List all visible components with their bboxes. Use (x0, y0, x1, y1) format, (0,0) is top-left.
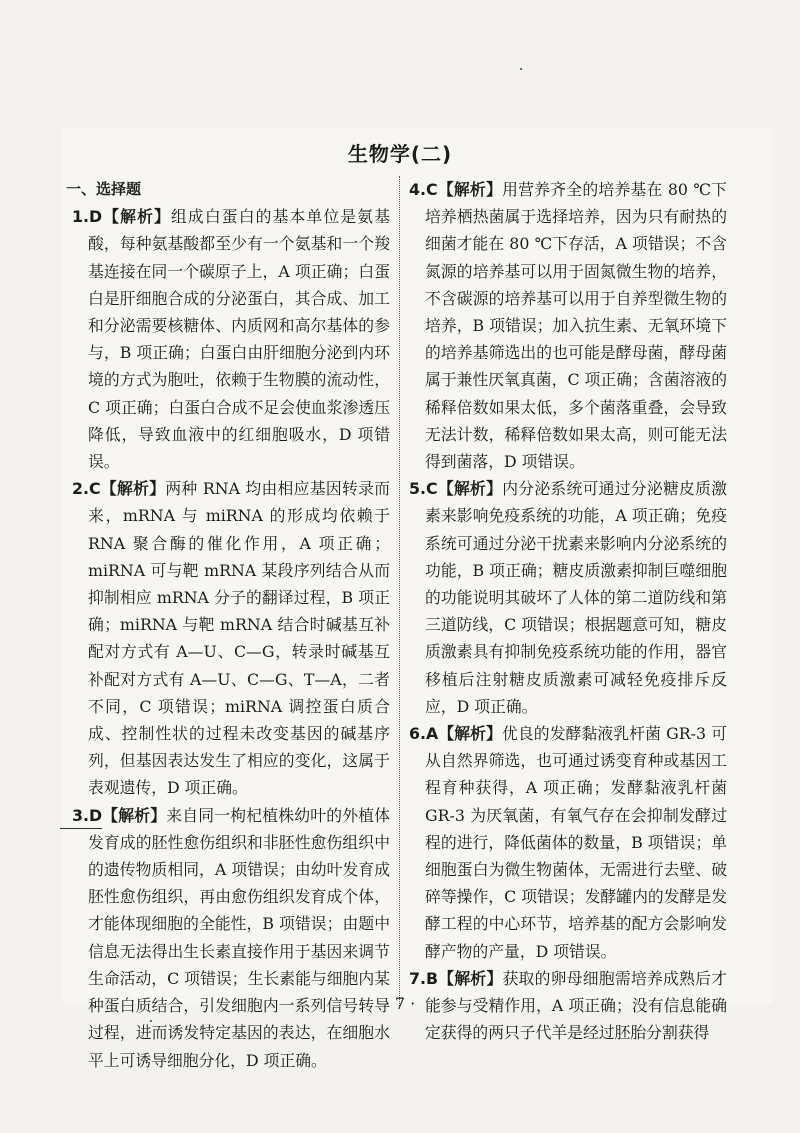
question-1: 1.D【解析】组成白蛋白的基本单位是氨基酸，每种氨基酸都至少有一个氨基和一个羧基连接在同一个碳原子上，A 项正确；白蛋白是肝细胞合成的分泌蛋白，其合成、加工和分泌需要核糖体、内质网和高尔基体的参与，B 项正确；白蛋白由肝细胞分泌到内环境的方式为胞吐，依赖于生物膜的流动性，C 项正确；白蛋白合成不足会使血浆渗透压降低，导致血液中的红细胞吸水，D 项错误。 (72, 207, 390, 472)
scan-speck (150, 1020, 152, 1022)
question-3: 3.D【解析】来自同一枸杞植株幼叶的外植体发育成的胚性愈伤组织和非胚性愈伤组织中的遗传物质相同，A 项错误；由幼叶发育成胚性愈伤组织，再由愈伤组织发育成个体，才能体现细胞的全能性，B 项错误；由题中信息无法得出生长素直接作用于基因来调节生命活动，C 项错误；生长素能与细胞内某种蛋白质结合，引发细胞内一系列信号转导过程，进而诱发特定基因的表达，在细胞水平上可诱导细胞分化，D 项正确。 (72, 805, 390, 1070)
page-title: 生物学(二) (347, 142, 453, 166)
right-column (409, 176, 727, 1047)
page-number: · 7 · (384, 994, 416, 1013)
question-7: 7.B【解析】获取的卵母细胞需培养成熟后才能参与受精作用，A 项正确；没有信息能确定获得的两只子代羊是经过胚胎分割获得 (409, 968, 727, 1043)
question-2: 2.C【解析】两种 RNA 均由相应基因转录而来，mRNA 与 miRNA 的形成均依赖于 RNA 聚合酶的催化作用，A 项正确；miRNA 可与靶 mRNA 某段序列结合从而抑制相应 mRNA 分子的翻译过程，B 项正确；miRNA 与靶 mRNA 结合时碱基互补配对方式有 A—U、C—G，转录时碱基互补配对方式有 A—U、C—G、T—A，二者不同，C 项错误；miRNA 调控蛋白质合成、控制性状的过程未改变基因的碱基序列，但基因表达发生了相应的变化，这属于表观遗传，D 项正确。 (72, 479, 390, 798)
question-4: 4.C【解析】用营养齐全的培养基在 80 ℃下培养栖热菌属于选择培养，因为只有耐热的细菌才能在 80 ℃下存活，A 项错误；不含氮源的培养基可以用于固氮微生物的培养，不含碳源的培养基可以用于自养型微生物的培养，B 项错误；加入抗生素、无氧环境下的培养基筛选出的也可能是酵母菌，酵母菌属于兼性厌氧真菌，C 项正确；含菌溶液的稀释倍数如果太低，多个菌落重叠，会导致无法计数，稀释倍数如果太高，则可能无法得到菌落，D 项错误。 (409, 180, 727, 472)
left-column (66, 176, 390, 1074)
section-heading: 一、选择题 (66, 180, 142, 198)
question-5: 5.C【解析】内分泌系统可通过分泌糖皮质激素来影响免疫系统的功能，A 项正确；免疫系统可通过分泌干扰素来影响内分泌系统的功能，B 项正确；糖皮质激素抑制巨噬细胞的功能说明其破坏了人体的第二道防线和第三道防线，C 项错误；根据题意可知，糖皮质激素具有抑制免疫系统功能的作用，器官移植后注射糖皮质激素可减轻免疫排斥反应，D 项正确。 (409, 479, 727, 716)
column-divider (399, 176, 400, 1006)
question-6: 6.A【解析】优良的发酵黏液乳杆菌 GR-3 可从自然界筛选，也可通过诱变育种或基因工程育种获得，A 项正确；发酵黏液乳杆菌 GR-3 为厌氧菌，有氧气存在会抑制发酵过程的进行，降低菌体的数量，B 项错误；单细胞蛋白为微生物菌体，无需进行去壁、破碎等操作，C 项错误；发酵罐内的发酵是发酵工程的中心环节，培养基的配方会影响发酵产物的产量，D 项错误。 (409, 724, 728, 961)
scan-speck (520, 68, 522, 70)
